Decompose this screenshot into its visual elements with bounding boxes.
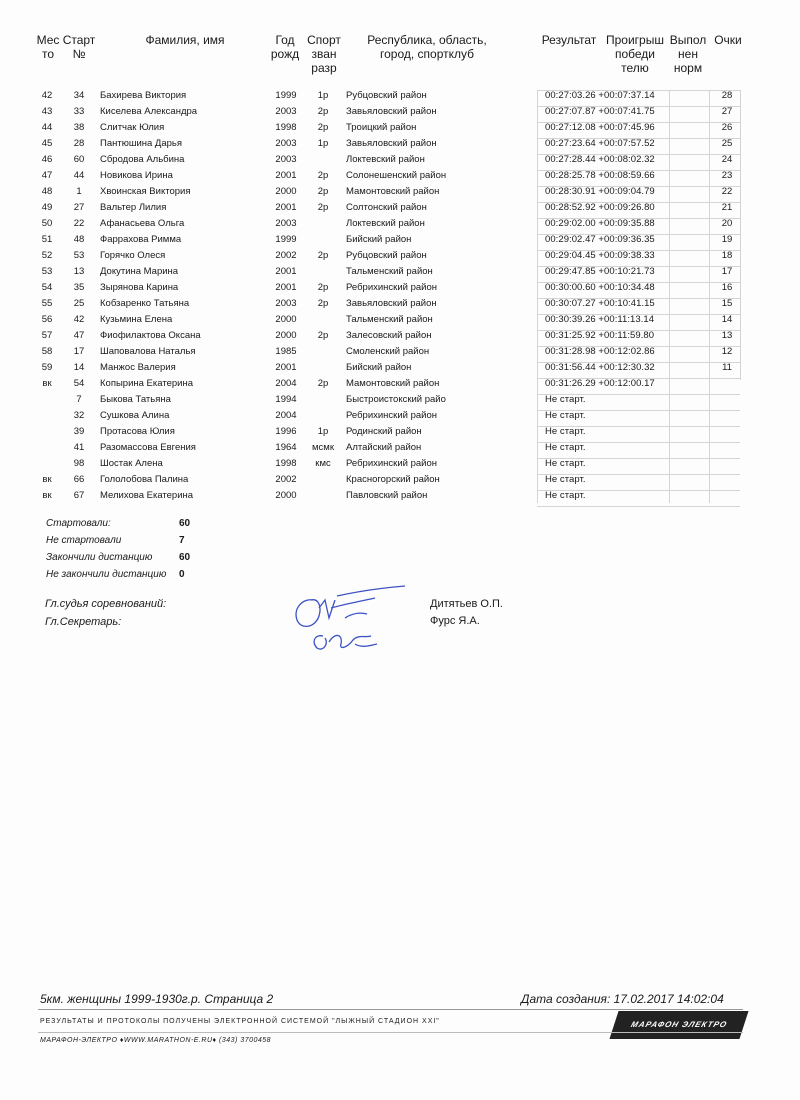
birth-year-cell: 2001 — [275, 282, 297, 293]
marathon-electro-logo: МАРАФОН ЭЛЕКТРО — [609, 1011, 748, 1039]
region-cell: Мамонтовский район — [346, 378, 440, 389]
region-cell: Рубцовский район — [346, 250, 427, 261]
start-number-cell: 41 — [73, 442, 85, 453]
header-place — [33, 33, 63, 61]
place-cell: вк — [42, 490, 52, 501]
header-norm — [667, 33, 709, 75]
result-cell: 00:29:04.45 +00:09:38.33 — [545, 250, 655, 261]
rank-cell: 1р — [317, 426, 329, 437]
birth-year-cell: 2000 — [275, 330, 297, 341]
points-cell: 16 — [721, 282, 733, 293]
birth-year-cell: 2001 — [275, 266, 297, 277]
athlete-name-cell: Разомассова Евгения — [100, 442, 196, 453]
place-cell: 56 — [41, 314, 53, 325]
athlete-name-cell: Кузьмина Елена — [100, 314, 173, 325]
result-cell: 00:27:23.64 +00:07:57.52 — [545, 138, 655, 149]
place-cell: 48 — [41, 186, 53, 197]
header-region — [352, 33, 502, 61]
athlete-name-cell: Сбродова Альбина — [100, 154, 185, 165]
table-row — [0, 248, 800, 264]
start-number-cell: 53 — [73, 250, 85, 261]
birth-year-cell: 2004 — [275, 378, 297, 389]
result-cell: 00:27:03.26 +00:07:37.14 — [545, 90, 655, 101]
result-cell: 00:30:07.27 +00:10:41.15 — [545, 298, 655, 309]
header-line: зван — [311, 47, 337, 61]
signature-image — [285, 578, 425, 668]
place-cell: 58 — [41, 346, 53, 357]
region-cell: Смоленский район — [346, 346, 430, 357]
rank-cell: 2р — [317, 330, 329, 341]
header-line: Спорт — [307, 33, 341, 47]
start-number-cell: 14 — [73, 362, 85, 373]
table-row — [0, 424, 800, 440]
results-table — [0, 88, 800, 504]
creation-date: Дата создания: 17.02.2017 14:02:04 — [521, 992, 724, 1006]
result-cell: 00:31:56.44 +00:12:30.32 — [545, 362, 655, 373]
birth-year-cell: 1964 — [275, 442, 297, 453]
athlete-name-cell: Слитчак Юлия — [100, 122, 165, 133]
header-points — [712, 33, 744, 47]
region-cell: Залесовский район — [346, 330, 432, 341]
points-cell: 21 — [721, 202, 733, 213]
birth-year-cell: 2002 — [275, 474, 297, 485]
table-row — [0, 296, 800, 312]
region-cell: Солонешенский район — [346, 170, 447, 181]
table-row — [0, 200, 800, 216]
place-cell: 42 — [41, 90, 53, 101]
table-row — [0, 472, 800, 488]
athlete-name-cell: Бахирева Виктория — [100, 90, 187, 101]
table-row — [0, 392, 800, 408]
place-cell: 54 — [41, 282, 53, 293]
table-row — [0, 408, 800, 424]
birth-year-cell: 1998 — [275, 458, 297, 469]
athlete-name-cell: Шаповалова Наталья — [100, 346, 196, 357]
header-line: город, спортклуб — [379, 47, 474, 61]
header-line: Год — [275, 33, 295, 47]
rank-cell: 2р — [317, 106, 329, 117]
start-number-cell: 33 — [73, 106, 85, 117]
place-cell: 44 — [41, 122, 53, 133]
place-cell: 43 — [41, 106, 53, 117]
birth-year-cell: 1999 — [275, 234, 297, 245]
athlete-name-cell: Копырина Екатерина — [100, 378, 193, 389]
result-cell: Не старт. — [545, 410, 586, 421]
start-number-cell: 54 — [73, 378, 85, 389]
start-number-cell: 47 — [73, 330, 85, 341]
points-cell: 14 — [721, 314, 733, 325]
birth-year-cell: 2004 — [275, 410, 297, 421]
points-cell: 17 — [721, 266, 733, 277]
rank-cell: 2р — [317, 298, 329, 309]
region-cell: Ребрихинский район — [346, 458, 437, 469]
athlete-name-cell: Кобзаренко Татьяна — [100, 298, 190, 309]
header-line: разр — [311, 61, 337, 75]
chief-secretary-name: Фурс Я.А. — [430, 615, 480, 627]
rank-cell: 2р — [317, 170, 329, 181]
points-cell: 12 — [721, 346, 733, 357]
athlete-name-cell: Фиофилактова Оксана — [100, 330, 201, 341]
table-row — [0, 488, 800, 504]
header-line: Республика, область, — [367, 33, 487, 47]
birth-year-cell: 2003 — [275, 106, 297, 117]
birth-year-cell: 2000 — [275, 314, 297, 325]
result-cell: 00:28:25.78 +00:08:59.66 — [545, 170, 655, 181]
athlete-name-cell: Новикова Ирина — [100, 170, 173, 181]
birth-year-cell: 2001 — [275, 362, 297, 373]
region-cell: Красногорский район — [346, 474, 440, 485]
start-number-cell: 39 — [73, 426, 85, 437]
table-row — [0, 104, 800, 120]
result-cell: 00:29:02.00 +00:09:35.88 — [545, 218, 655, 229]
region-cell: Локтевский район — [346, 154, 425, 165]
athlete-name-cell: Манжос Валерия — [100, 362, 176, 373]
place-cell: 51 — [41, 234, 53, 245]
table-row — [0, 360, 800, 376]
result-cell: Не старт. — [545, 458, 586, 469]
start-number-cell: 32 — [73, 410, 85, 421]
start-number-cell: 28 — [73, 138, 85, 149]
points-cell: 23 — [721, 170, 733, 181]
footer-note: РЕЗУЛЬТАТЫ И ПРОТОКОЛЫ ПОЛУЧЕНЫ ЭЛЕКТРОННОЙ СИСТЕМОЙ "ЛЫЖНЫЙ СТАДИОН XXI" — [40, 1018, 440, 1025]
chief-judge-label: Гл.судья соревнований: — [45, 598, 167, 610]
start-number-cell: 25 — [73, 298, 85, 309]
region-cell: Быстроистокский райо — [346, 394, 446, 405]
region-cell: Алтайский район — [346, 442, 422, 453]
result-cell: 00:30:00.60 +00:10:34.48 — [545, 282, 655, 293]
birth-year-cell: 2003 — [275, 298, 297, 309]
header-line: победи — [614, 47, 656, 61]
result-cell: 00:27:28.44 +00:08:02.32 — [545, 154, 655, 165]
points-cell: 22 — [721, 186, 733, 197]
place-cell: 45 — [41, 138, 53, 149]
birth-year-cell: 1996 — [275, 426, 297, 437]
result-cell: 00:28:30.91 +00:09:04.79 — [545, 186, 655, 197]
start-number-cell: 44 — [73, 170, 85, 181]
athlete-name-cell: Быкова Татьяна — [100, 394, 171, 405]
rank-cell: 2р — [317, 122, 329, 133]
rank-cell: мсмк — [312, 442, 334, 453]
chief-judge-name: Дитятьев О.П. — [430, 598, 503, 610]
region-cell: Троицкий район — [346, 122, 417, 133]
points-cell: 13 — [721, 330, 733, 341]
birth-year-cell: 2003 — [275, 218, 297, 229]
place-cell: 47 — [41, 170, 53, 181]
result-cell: 00:29:47.85 +00:10:21.73 — [545, 266, 655, 277]
start-number-cell: 60 — [73, 154, 85, 165]
birth-year-cell: 2002 — [275, 250, 297, 261]
result-cell: Не старт. — [545, 394, 586, 405]
footer-divider — [38, 1009, 743, 1010]
place-cell: 57 — [41, 330, 53, 341]
footer-website: МАРАФОН-ЭЛЕКТРО ♦WWW.MARATHON-E.RU♦ (343) 3700458 — [40, 1037, 272, 1044]
result-cell: 00:28:52.92 +00:09:26.80 — [545, 202, 655, 213]
start-number-cell: 66 — [73, 474, 85, 485]
table-row — [0, 184, 800, 200]
rank-cell: 2р — [317, 282, 329, 293]
start-number-cell: 48 — [73, 234, 85, 245]
result-cell: 00:27:07.87 +00:07:41.75 — [545, 106, 655, 117]
rank-cell: 2р — [317, 202, 329, 213]
region-cell: Завьяловский район — [346, 138, 437, 149]
region-cell: Завьяловский район — [346, 106, 437, 117]
header-name — [120, 33, 250, 47]
header-rank — [304, 33, 344, 75]
header-line: Старт — [62, 33, 96, 47]
table-row — [0, 440, 800, 456]
region-cell: Ребрихинский район — [346, 410, 437, 421]
athlete-name-cell: Докутина Марина — [100, 266, 179, 277]
rank-cell: 2р — [317, 378, 329, 389]
points-cell: 15 — [721, 298, 733, 309]
result-cell: 00:31:25.92 +00:11:59.80 — [545, 330, 655, 341]
athlete-name-cell: Фаррахова Римма — [100, 234, 182, 245]
start-number-cell: 42 — [73, 314, 85, 325]
region-cell: Родинский район — [346, 426, 422, 437]
result-cell: 00:29:02.47 +00:09:36.35 — [545, 234, 655, 245]
birth-year-cell: 1994 — [275, 394, 297, 405]
table-row — [0, 312, 800, 328]
start-number-cell: 22 — [73, 218, 85, 229]
place-cell: вк — [42, 474, 52, 485]
table-row — [0, 168, 800, 184]
start-number-cell: 38 — [73, 122, 85, 133]
place-cell: 50 — [41, 218, 53, 229]
table-row — [0, 232, 800, 248]
place-cell: 46 — [41, 154, 53, 165]
place-cell: 49 — [41, 202, 53, 213]
birth-year-cell: 2000 — [275, 186, 297, 197]
start-number-cell: 13 — [73, 266, 85, 277]
points-cell: 25 — [721, 138, 733, 149]
athlete-name-cell: Вальтер Лилия — [100, 202, 167, 213]
table-row — [0, 216, 800, 232]
start-number-cell: 34 — [73, 90, 85, 101]
start-number-cell: 98 — [73, 458, 85, 469]
header-line: норм — [673, 61, 703, 75]
region-cell: Ребрихинский район — [346, 282, 437, 293]
birth-year-cell: 1999 — [275, 90, 297, 101]
header-line: № — [72, 47, 86, 61]
table-row — [0, 328, 800, 344]
result-cell: Не старт. — [545, 490, 586, 501]
start-number-cell: 17 — [73, 346, 85, 357]
region-cell: Рубцовский район — [346, 90, 427, 101]
region-cell: Тальменский район — [346, 266, 433, 277]
table-row — [0, 152, 800, 168]
rank-cell: кмс — [315, 458, 331, 469]
result-cell: Не старт. — [545, 426, 586, 437]
start-number-cell: 1 — [76, 186, 82, 197]
table-row — [0, 136, 800, 152]
chief-secretary-label: Гл.Секретарь: — [45, 616, 122, 628]
athlete-name-cell: Пантюшина Дарья — [100, 138, 183, 149]
birth-year-cell: 1985 — [275, 346, 297, 357]
region-cell: Завьяловский район — [346, 298, 437, 309]
birth-year-cell: 2000 — [275, 490, 297, 501]
points-cell: 28 — [721, 90, 733, 101]
birth-year-cell: 2001 — [275, 202, 297, 213]
start-number-cell: 35 — [73, 282, 85, 293]
header-line: Проигрыш — [606, 33, 664, 47]
athlete-name-cell: Горячко Олеся — [100, 250, 166, 261]
start-number-cell: 67 — [73, 490, 85, 501]
athlete-name-cell: Зырянова Карина — [100, 282, 179, 293]
result-cell: Не старт. — [545, 442, 586, 453]
header-line: Выпол — [669, 33, 707, 47]
header-start — [60, 33, 98, 61]
athlete-name-cell: Гололобова Палина — [100, 474, 189, 485]
place-cell: 53 — [41, 266, 53, 277]
result-cell: 00:27:12.08 +00:07:45.96 — [545, 122, 655, 133]
birth-year-cell: 1998 — [275, 122, 297, 133]
athlete-name-cell: Сушкова Алина — [100, 410, 170, 421]
athlete-name-cell: Киселева Александра — [100, 106, 198, 117]
place-cell: вк — [42, 378, 52, 389]
header-gap — [601, 33, 669, 75]
header-line: нен — [678, 47, 698, 61]
result-cell: 00:31:28.98 +00:12:02.86 — [545, 346, 655, 357]
points-cell: 27 — [721, 106, 733, 117]
points-cell: 26 — [721, 122, 733, 133]
birth-year-cell: 2003 — [275, 138, 297, 149]
rank-cell: 1р — [317, 90, 329, 101]
result-cell: Не старт. — [545, 474, 586, 485]
grid-line — [537, 506, 740, 507]
rank-cell: 2р — [317, 250, 329, 261]
table-row — [0, 376, 800, 392]
region-cell: Тальменский район — [346, 314, 433, 325]
table-row — [0, 280, 800, 296]
header-line: Результат — [541, 33, 597, 47]
place-cell: 55 — [41, 298, 53, 309]
points-cell: 11 — [722, 362, 732, 373]
header-result — [537, 33, 601, 47]
result-cell: 00:30:39.26 +00:11:13.14 — [545, 314, 655, 325]
header-line: Мес — [36, 33, 60, 47]
footer-divider — [38, 1032, 743, 1033]
athlete-name-cell: Афанасьева Ольга — [100, 218, 185, 229]
rank-cell: 1р — [317, 138, 329, 149]
place-cell: 59 — [41, 362, 53, 373]
athlete-name-cell: Хвоинская Виктория — [100, 186, 191, 197]
start-number-cell: 27 — [73, 202, 85, 213]
birth-year-cell: 2003 — [275, 154, 297, 165]
table-row — [0, 264, 800, 280]
header-line: то — [41, 47, 55, 61]
header-line: Очки — [714, 33, 742, 47]
athlete-name-cell: Протасова Юлия — [100, 426, 175, 437]
page-title: 5км. женщины 1999-1930г.р. Страница 2 — [40, 992, 274, 1006]
table-row — [0, 120, 800, 136]
points-cell: 20 — [721, 218, 733, 229]
table-row — [0, 88, 800, 104]
table-row — [0, 456, 800, 472]
athlete-name-cell: Мелихова Екатерина — [100, 490, 194, 501]
header-line: телю — [621, 61, 649, 75]
region-cell: Солтонский район — [346, 202, 427, 213]
region-cell: Мамонтовский район — [346, 186, 440, 197]
start-number-cell: 7 — [76, 394, 82, 405]
region-cell: Павловский район — [346, 490, 428, 501]
result-cell: 00:31:26.29 +00:12:00.17 — [545, 378, 655, 389]
region-cell: Бийский район — [346, 362, 412, 373]
birth-year-cell: 2001 — [275, 170, 297, 181]
region-cell: Локтевский район — [346, 218, 425, 229]
region-cell: Бийский район — [346, 234, 412, 245]
table-row — [0, 344, 800, 360]
header-year — [266, 33, 304, 61]
rank-cell: 2р — [317, 186, 329, 197]
place-cell: 52 — [41, 250, 53, 261]
points-cell: 18 — [721, 250, 733, 261]
header-line: рожд — [270, 47, 300, 61]
athlete-name-cell: Шостак Алена — [100, 458, 163, 469]
points-cell: 19 — [721, 234, 733, 245]
header-line: Фамилия, имя — [145, 33, 225, 47]
points-cell: 24 — [721, 154, 733, 165]
